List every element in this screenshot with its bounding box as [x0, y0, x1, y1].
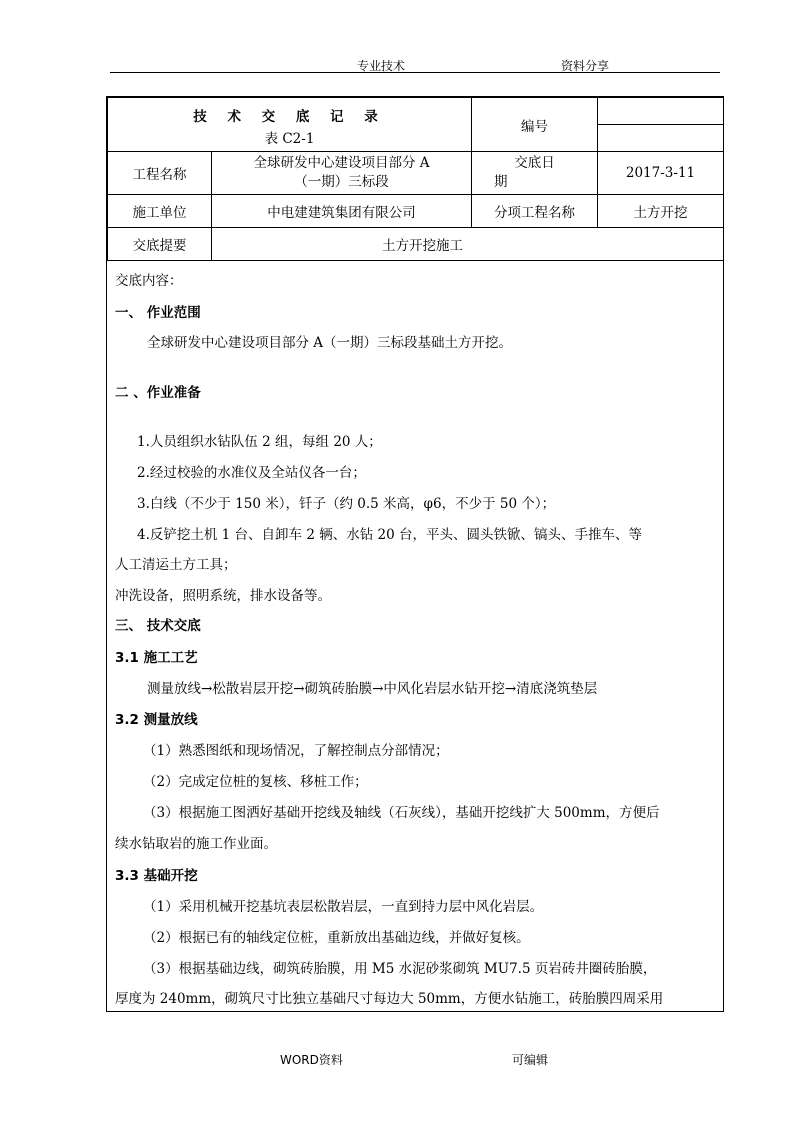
section-3-2-item-2: （2）完成定位桩的复核、移桩工作； [143, 774, 368, 790]
section-2-item-5: 冲洗设备，照明系统，排水设备等。 [115, 588, 331, 604]
date-label-line2: 期 [494, 174, 508, 190]
section-1-text: 全球研发中心建设项目部分 A（一期）三标段基础土方开挖。 [147, 335, 513, 351]
section-1-title: 一、 作业范围 [115, 305, 201, 321]
summary-label: 交底提要 [108, 228, 212, 261]
section-3-1-text: 测量放线→松散岩层开挖→砌筑砖胎膜→中风化岩层水钻开挖→清底浇筑垫层 [147, 681, 598, 697]
project-name-line2: （一期）三标段 [294, 174, 389, 190]
section-2-item-4a: 4.反铲挖土机 1 台、自卸车 2 辆、水钻 20 台，平头、圆头铁锨、镐头、手推车、等 [137, 527, 642, 543]
summary-value [212, 228, 724, 261]
section-3-2-item-1: （1）熟悉图纸和现场情况，了解控制点分部情况； [143, 743, 449, 759]
section-2-title: 二 、作业准备 [115, 385, 201, 401]
section-2-item-4b: 人工清运土方工具； [115, 557, 237, 573]
number-label: 编号 [472, 98, 598, 152]
section-3-1-title: 3.1 施工工艺 [115, 650, 198, 666]
footer-left: WORD资料 [280, 1053, 343, 1067]
disclosure-content [107, 261, 723, 1011]
project-name-value [212, 152, 472, 195]
section-3-3-item-2: （2）根据已有的轴线定位桩，重新放出基础边线，并做好复核。 [143, 930, 530, 946]
date-label [472, 152, 598, 195]
number-value-bottom[interactable] [598, 125, 724, 152]
header-rule [110, 72, 720, 73]
disclosure-record-sheet [106, 96, 724, 1012]
record-title-cell [108, 98, 472, 152]
section-3-3-item-3a: （3）根据基础边线，砌筑砖胎膜，用 M5 水泥砂浆砌筑 MU7.5 页岩砖井圈砖胎膜， [143, 961, 657, 977]
section-3-title: 三、 技术交底 [115, 618, 201, 634]
section-2-item-3: 3.白线（不少于 150 米），钎子（约 0.5 米高，φ6，不少于 50 个）； [137, 496, 556, 512]
header-right: 资料分享 [561, 59, 610, 73]
form-number: 表 C2-1 [264, 130, 315, 147]
section-2-item-1: 1.人员组织水钻队伍 2 组，每组 20 人； [137, 434, 382, 450]
project-name-label: 工程名称 [108, 152, 212, 195]
subproject-label: 分项工程名称 [472, 195, 598, 228]
summary-text: 土方开挖施工 [382, 238, 463, 254]
section-3-3-title: 3.3 基础开挖 [115, 868, 198, 884]
subproject-value: 土方开挖 [598, 195, 724, 228]
unit-label: 施工单位 [108, 195, 212, 228]
header-left: 专业技术 [357, 59, 406, 73]
date-label-line1: 交底日 [514, 155, 555, 171]
section-2-item-2: 2.经过校验的水准仪及全站仪各一台； [137, 465, 366, 481]
section-3-2-item-3a: （3）根据施工图洒好基础开挖线及轴线（石灰线），基础开挖线扩大 500mm，方便后 [143, 805, 660, 821]
section-3-2-item-3b: 续水钻取岩的施工作业面。 [115, 836, 277, 852]
content-intro: 交底内容： [115, 273, 183, 289]
section-3-3-item-3b: 厚度为 240mm，砌筑尺寸比独立基础尺寸每边大 50mm，方便水钻施工，砖胎膜四周采用 [115, 991, 664, 1007]
footer-right: 可编辑 [512, 1053, 549, 1067]
section-3-3-item-1: （1）采用机械开挖基坑表层松散岩层，一直到持力层中风化岩层。 [143, 899, 544, 915]
project-name-line1: 全球研发中心建设项目部分 A [253, 155, 430, 171]
record-table [107, 97, 724, 261]
record-title: 技 术 交 底 记 录 [193, 108, 386, 125]
section-3-2-title: 3.2 测量放线 [115, 712, 198, 728]
unit-value: 中电建建筑集团有限公司 [212, 195, 472, 228]
number-value-top[interactable] [598, 98, 724, 125]
date-value: 2017-3-11 [598, 152, 724, 195]
